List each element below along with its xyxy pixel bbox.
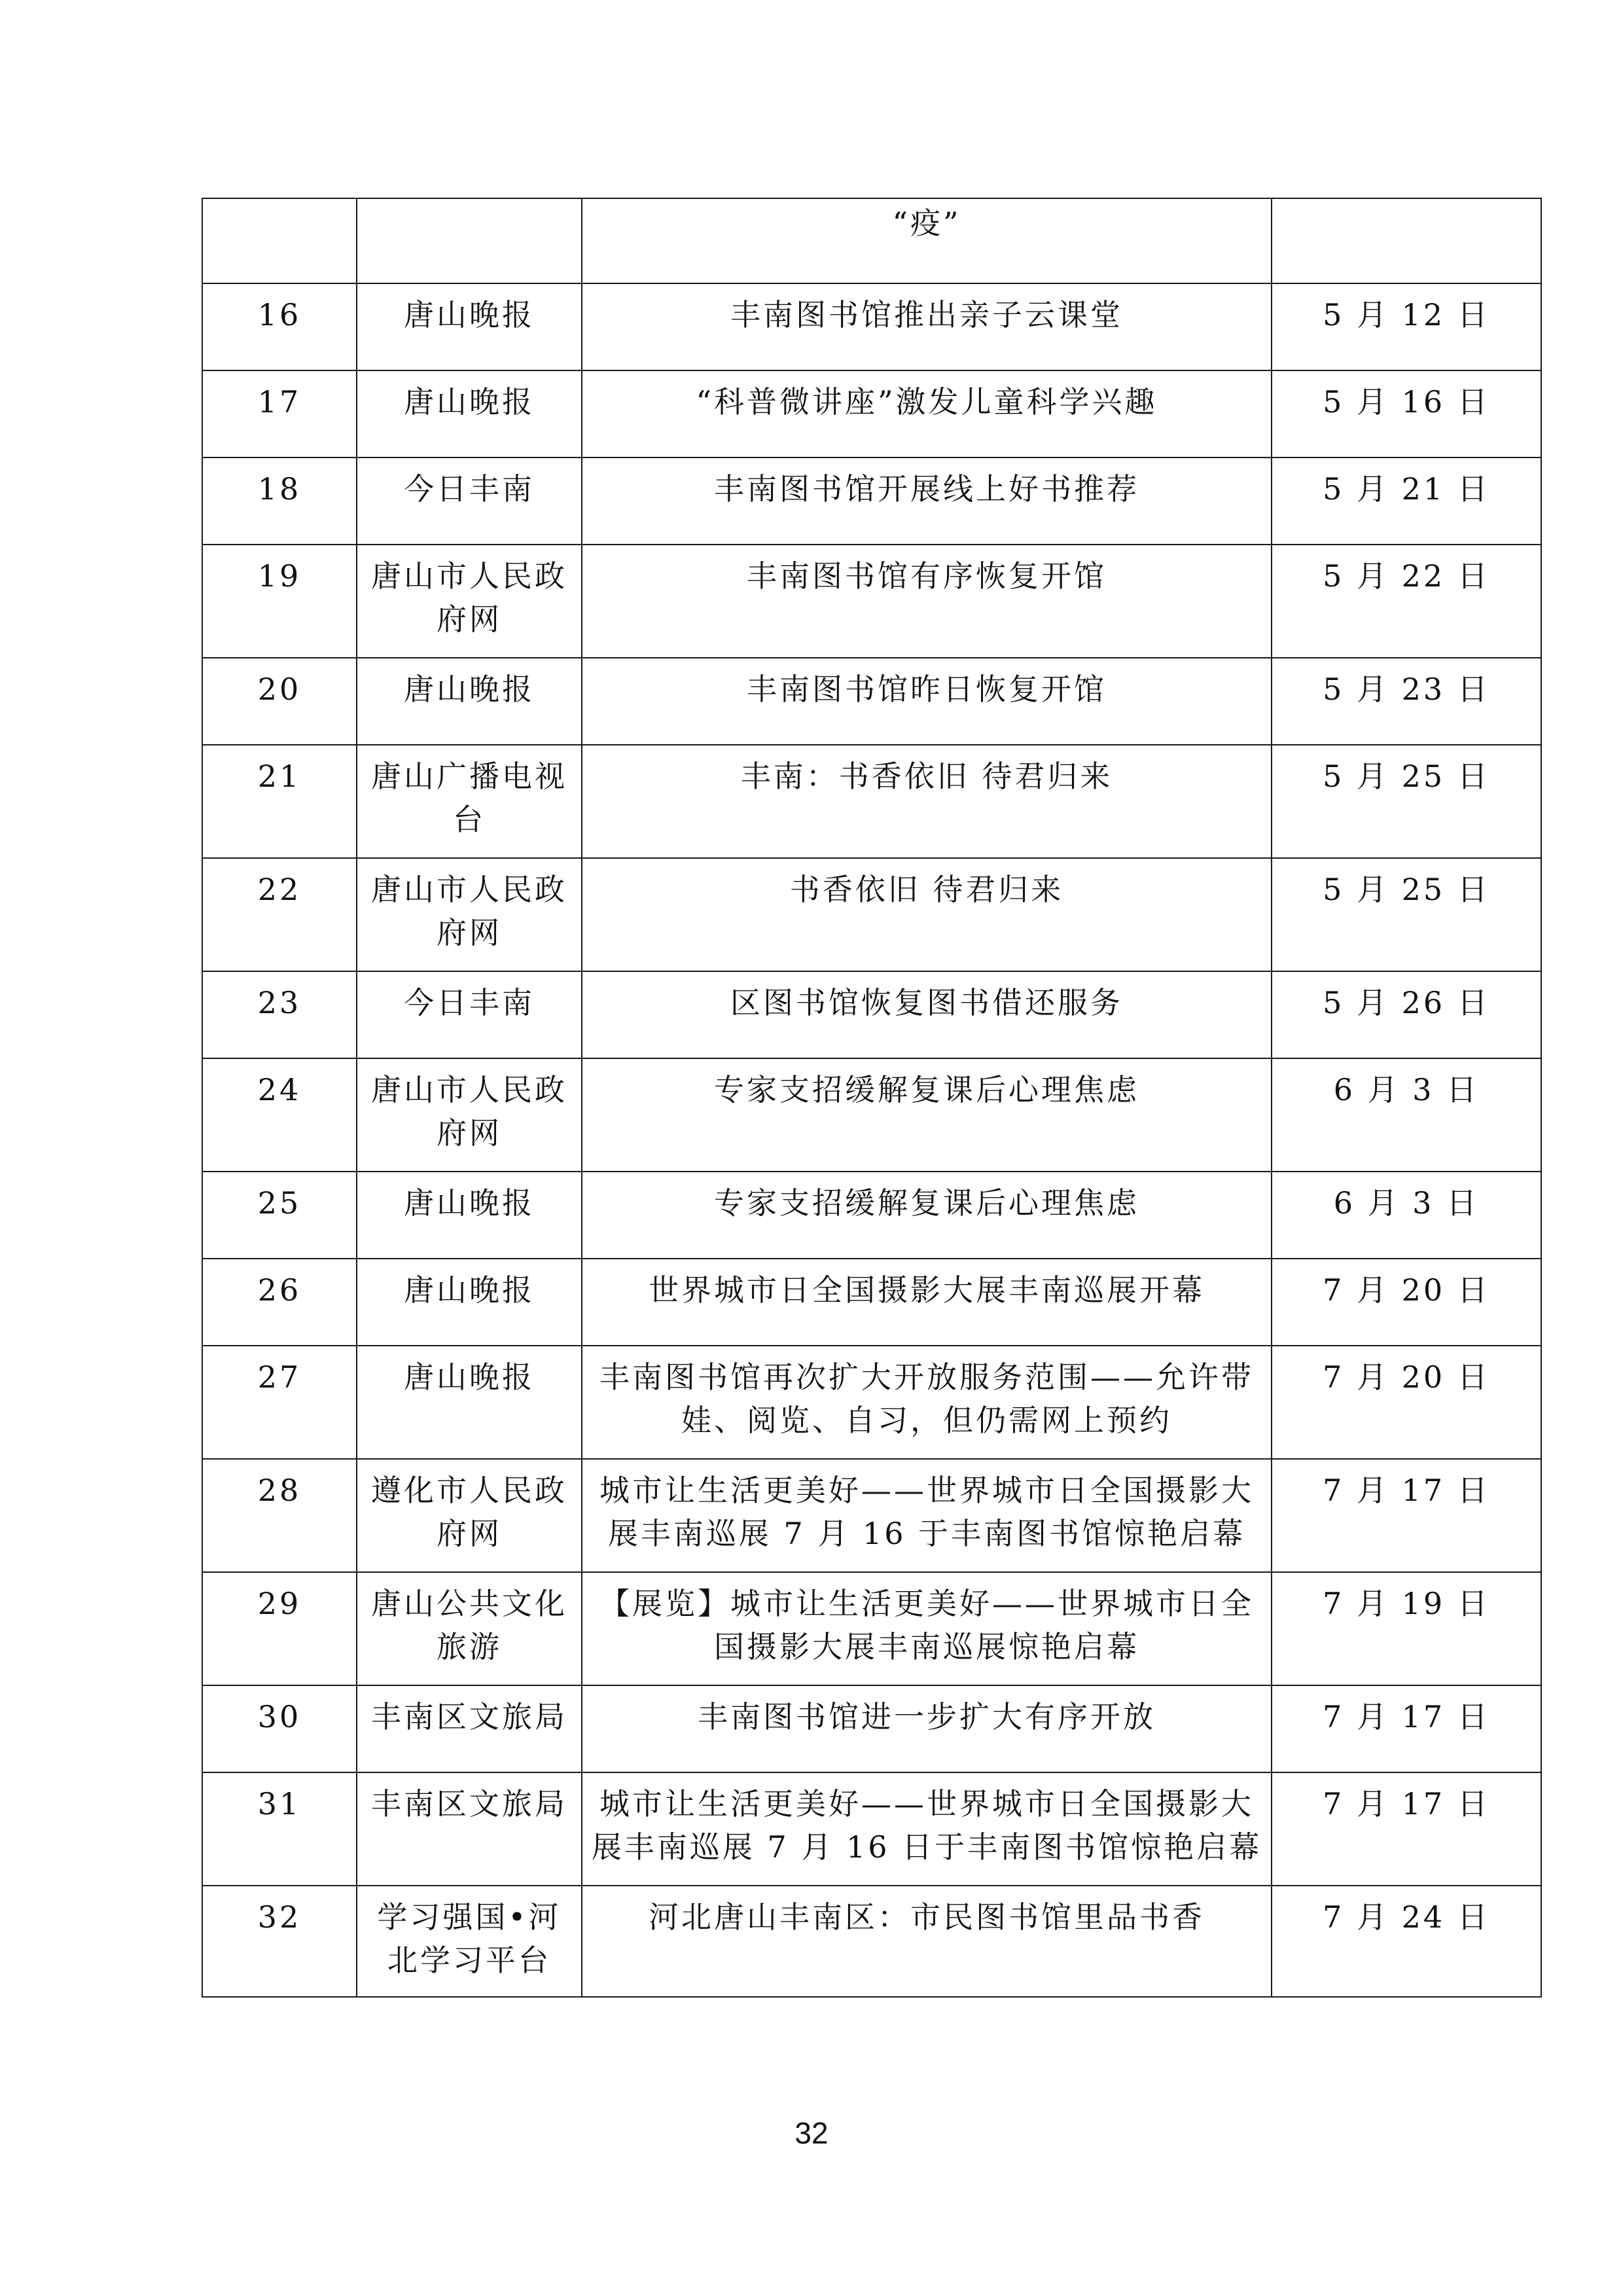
table-row <box>202 283 1541 370</box>
report-title: 世界城市日全国摄影大展丰南巡展开幕 <box>582 1259 1272 1346</box>
report-title: “科普微讲座”激发儿童科学兴趣 <box>582 370 1272 457</box>
row-number: 19 <box>202 545 357 658</box>
report-date: 7 月 17 日 <box>1272 1685 1541 1772</box>
table-row <box>202 1572 1541 1685</box>
table-row <box>202 1172 1541 1259</box>
report-date: 5 月 26 日 <box>1272 971 1541 1058</box>
report-title: 丰南图书馆有序恢复开馆 <box>582 545 1272 658</box>
media-coverage-table <box>202 198 1542 1998</box>
table-row <box>202 1886 1541 1997</box>
report-date: 7 月 19 日 <box>1272 1572 1541 1685</box>
row-number: 29 <box>202 1572 357 1685</box>
table-row <box>202 370 1541 457</box>
row-number: 18 <box>202 457 357 545</box>
row-number: 16 <box>202 283 357 370</box>
report-title: 城市让生活更美好——世界城市日全国摄影大展丰南巡展 7 月 16 于丰南图书馆惊艳启幕 <box>582 1459 1272 1572</box>
report-date: 5 月 12 日 <box>1272 283 1541 370</box>
report-date <box>1272 198 1541 283</box>
report-date: 7 月 17 日 <box>1272 1459 1541 1572</box>
report-date: 6 月 3 日 <box>1272 1172 1541 1259</box>
media-source: 唐山市人民政府网 <box>357 858 582 971</box>
report-date: 7 月 20 日 <box>1272 1346 1541 1459</box>
table-row <box>202 457 1541 545</box>
table-row <box>202 971 1541 1058</box>
report-title: 书香依旧 待君归来 <box>582 858 1272 971</box>
table-row <box>202 1459 1541 1572</box>
row-number: 20 <box>202 658 357 745</box>
report-date: 5 月 23 日 <box>1272 658 1541 745</box>
media-source: 唐山广播电视台 <box>357 745 582 858</box>
table-row <box>202 1685 1541 1772</box>
report-title: 丰南图书馆再次扩大开放服务范围——允许带娃、阅览、自习，但仍需网上预约 <box>582 1346 1272 1459</box>
row-number: 25 <box>202 1172 357 1259</box>
table-row <box>202 198 1541 283</box>
report-date: 5 月 16 日 <box>1272 370 1541 457</box>
media-source: 唐山市人民政府网 <box>357 1058 582 1172</box>
media-source: 唐山晚报 <box>357 283 582 370</box>
media-source: 唐山公共文化旅游 <box>357 1572 582 1685</box>
media-source: 今日丰南 <box>357 457 582 545</box>
table-row <box>202 1058 1541 1172</box>
report-date: 5 月 22 日 <box>1272 545 1541 658</box>
report-date: 5 月 25 日 <box>1272 858 1541 971</box>
row-number: 23 <box>202 971 357 1058</box>
report-date: 7 月 20 日 <box>1272 1259 1541 1346</box>
report-title: “疫” <box>582 198 1272 283</box>
media-source <box>357 198 582 283</box>
table-row <box>202 658 1541 745</box>
report-title: 丰南图书馆进一步扩大有序开放 <box>582 1685 1272 1772</box>
table-row <box>202 1346 1541 1459</box>
report-title: 城市让生活更美好——世界城市日全国摄影大展丰南巡展 7 月 16 日于丰南图书馆惊艳启幕 <box>582 1772 1272 1886</box>
table-row <box>202 745 1541 858</box>
report-title: 区图书馆恢复图书借还服务 <box>582 971 1272 1058</box>
table-row <box>202 1772 1541 1886</box>
report-title: 河北唐山丰南区：市民图书馆里品书香 <box>582 1886 1272 1997</box>
table-row <box>202 545 1541 658</box>
row-number: 27 <box>202 1346 357 1459</box>
report-title: 【展览】城市让生活更美好——世界城市日全国摄影大展丰南巡展惊艳启幕 <box>582 1572 1272 1685</box>
media-source: 今日丰南 <box>357 971 582 1058</box>
report-date: 6 月 3 日 <box>1272 1058 1541 1172</box>
report-title: 专家支招缓解复课后心理焦虑 <box>582 1058 1272 1172</box>
report-title: 丰南：书香依旧 待君归来 <box>582 745 1272 858</box>
media-source: 丰南区文旅局 <box>357 1685 582 1772</box>
row-number <box>202 198 357 283</box>
row-number: 21 <box>202 745 357 858</box>
report-title: 丰南图书馆昨日恢复开馆 <box>582 658 1272 745</box>
media-source: 唐山晚报 <box>357 370 582 457</box>
row-number: 26 <box>202 1259 357 1346</box>
media-source: 唐山市人民政府网 <box>357 545 582 658</box>
report-title: 丰南图书馆开展线上好书推荐 <box>582 457 1272 545</box>
report-title: 专家支招缓解复课后心理焦虑 <box>582 1172 1272 1259</box>
row-number: 31 <box>202 1772 357 1886</box>
row-number: 30 <box>202 1685 357 1772</box>
media-source: 遵化市人民政府网 <box>357 1459 582 1572</box>
row-number: 32 <box>202 1886 357 1997</box>
media-source: 唐山晚报 <box>357 1346 582 1459</box>
media-source: 唐山晚报 <box>357 1259 582 1346</box>
table-row <box>202 1259 1541 1346</box>
row-number: 17 <box>202 370 357 457</box>
report-date: 5 月 25 日 <box>1272 745 1541 858</box>
report-date: 7 月 17 日 <box>1272 1772 1541 1886</box>
report-date: 7 月 24 日 <box>1272 1886 1541 1997</box>
page-number: 32 <box>794 2116 829 2150</box>
row-number: 22 <box>202 858 357 971</box>
row-number: 28 <box>202 1459 357 1572</box>
report-title: 丰南图书馆推出亲子云课堂 <box>582 283 1272 370</box>
media-source: 唐山晚报 <box>357 1172 582 1259</box>
media-source: 丰南区文旅局 <box>357 1772 582 1886</box>
media-source: 唐山晚报 <box>357 658 582 745</box>
report-date: 5 月 21 日 <box>1272 457 1541 545</box>
row-number: 24 <box>202 1058 357 1172</box>
table-row <box>202 858 1541 971</box>
media-source: 学习强国•河北学习平台 <box>357 1886 582 1997</box>
